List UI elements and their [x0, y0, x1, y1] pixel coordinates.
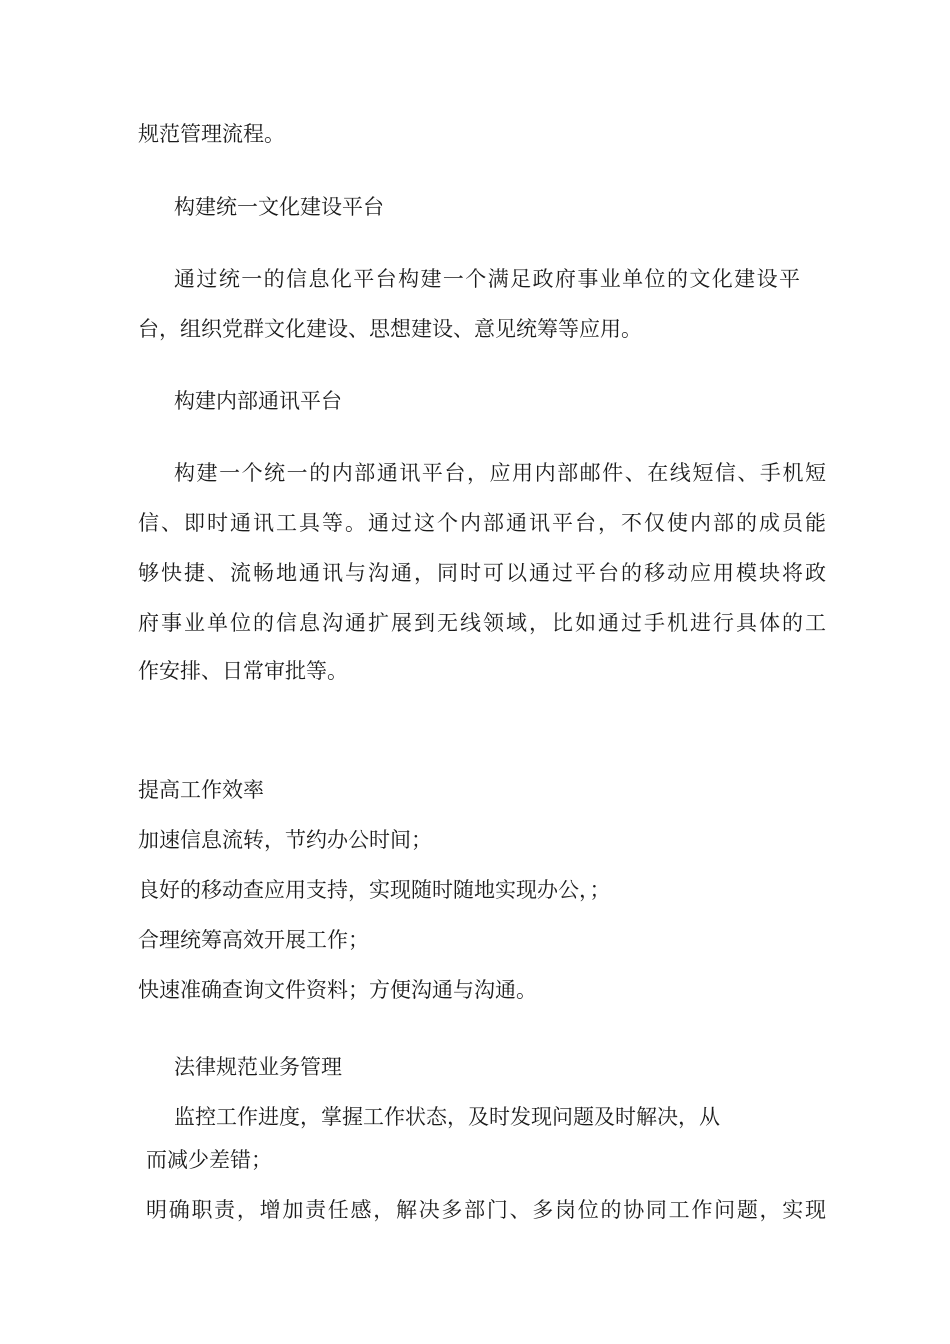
section-heading: 法律规范业务管理 — [174, 1055, 342, 1079]
text-line: 构建一个统一的内部通讯平台，应用内部邮件、在线短信、手机短 — [174, 461, 826, 485]
text-line: 信、即时通讯工具等。通过这个内部通讯平台，不仅使内部的成员能 — [138, 511, 826, 535]
list-item: 快速准确查询文件资料；方便沟通与沟通。 — [138, 978, 537, 1002]
text-line: 明确职责，增加责任感，解决多部门、多岗位的协同工作问题，实现 — [146, 1198, 826, 1222]
text-line: 监控工作进度，掌握工作状态，及时发现问题及时解决，从 — [174, 1105, 720, 1129]
text-line: 府事业单位的信息沟通扩展到无线领域，比如通过手机进行具体的工 — [138, 611, 826, 635]
section-heading: 提高工作效率 — [138, 778, 264, 802]
text-line: 规范管理流程。 — [138, 122, 285, 146]
text-line: 通过统一的信息化平台构建一个满足政府事业单位的文化建设平 — [174, 267, 800, 291]
text-line: 作安排、日常审批等。 — [138, 659, 348, 683]
list-item: 合理统筹高效开展工作； — [138, 928, 369, 952]
text-line: 够快捷、流畅地通讯与沟通，同时可以通过平台的移动应用模块将政 — [138, 561, 826, 585]
text-line: 台，组织党群文化建设、思想建设、意见统筹等应用。 — [138, 317, 642, 341]
list-item: 良好的移动查应用支持，实现随时随地实现办公，； — [138, 878, 611, 902]
list-item: 加速信息流转，节约办公时间； — [138, 828, 432, 852]
section-heading: 构建内部通讯平台 — [174, 389, 342, 413]
text-line: 而减少差错； — [146, 1148, 272, 1172]
section-heading: 构建统一文化建设平台 — [174, 195, 384, 219]
